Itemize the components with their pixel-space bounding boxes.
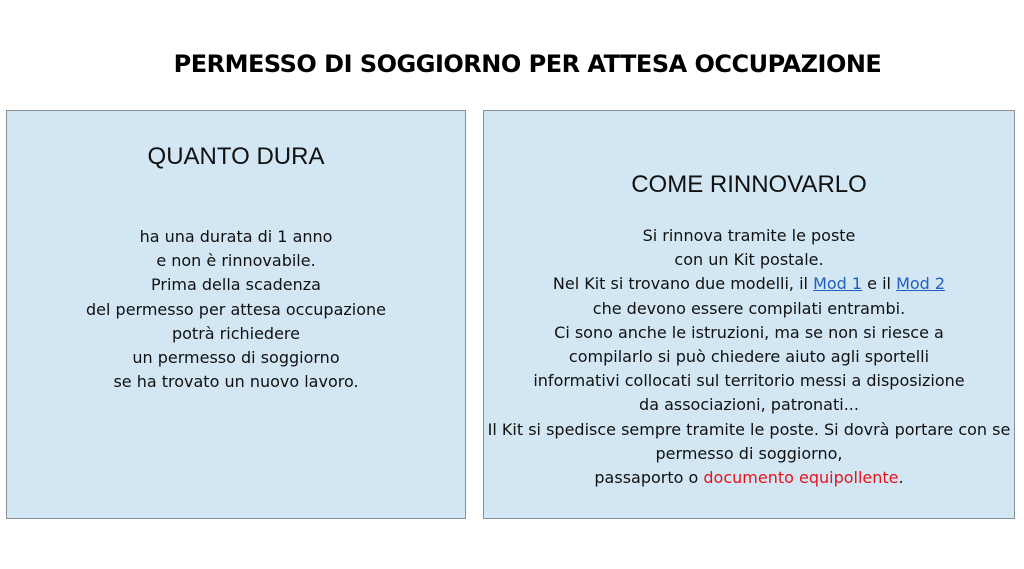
duration-text	[7, 225, 465, 394]
renewal-text	[484, 224, 1014, 490]
duration-line: potrà richiedere	[171, 323, 300, 343]
renewal-line: che devono essere compilati entrambi.	[592, 298, 906, 318]
renewal-line: Il Kit si spedisce sempre tramite le poste. Si dovrà portare con se	[487, 419, 1011, 439]
models-text-prefix: Nel Kit si trovano due modelli, il	[552, 274, 814, 294]
duration-heading: QUANTO DURA	[147, 143, 325, 170]
renewal-line: Si rinnova tramite le poste	[642, 226, 856, 245]
equivalent-document-highlight: documento equipollente	[703, 468, 899, 488]
duration-line: e non è rinnovabile.	[156, 251, 316, 271]
documents-text-prefix: passaporto o	[594, 468, 704, 488]
renewal-line-documents	[484, 466, 1014, 490]
mod1-link[interactable]: Mod 1	[813, 274, 863, 294]
renewal-line: compilarlo si può chiedere aiuto agli sportelli	[568, 347, 930, 367]
duration-line: ha una durata di 1 anno	[139, 227, 333, 246]
renewal-panel	[483, 110, 1015, 519]
duration-line: se ha trovato un nuovo lavoro.	[113, 372, 359, 392]
page-title: PERMESSO DI SOGGIORNO PER ATTESA OCCUPAZIONE	[173, 50, 882, 78]
renewal-line: permesso di soggiorno,	[655, 443, 843, 463]
models-text-middle: e il	[862, 274, 897, 294]
duration-panel	[6, 110, 466, 519]
renewal-heading: COME RINNOVARLO	[631, 171, 867, 198]
renewal-line: informativi collocati sul territorio messi a disposizione	[533, 371, 965, 391]
renewal-line-models	[484, 272, 1014, 296]
documents-text-suffix: .	[898, 468, 904, 488]
renewal-line: Ci sono anche le istruzioni, ma se non si riesce a	[554, 322, 944, 342]
duration-line: del permesso per attesa occupazione	[86, 299, 386, 319]
duration-line: Prima della scadenza	[151, 275, 321, 295]
duration-line: un permesso di soggiorno	[132, 348, 340, 368]
renewal-line: con un Kit postale.	[674, 250, 824, 270]
mod2-link[interactable]: Mod 2	[896, 274, 946, 294]
renewal-line: da associazioni, patronati...	[639, 395, 859, 415]
